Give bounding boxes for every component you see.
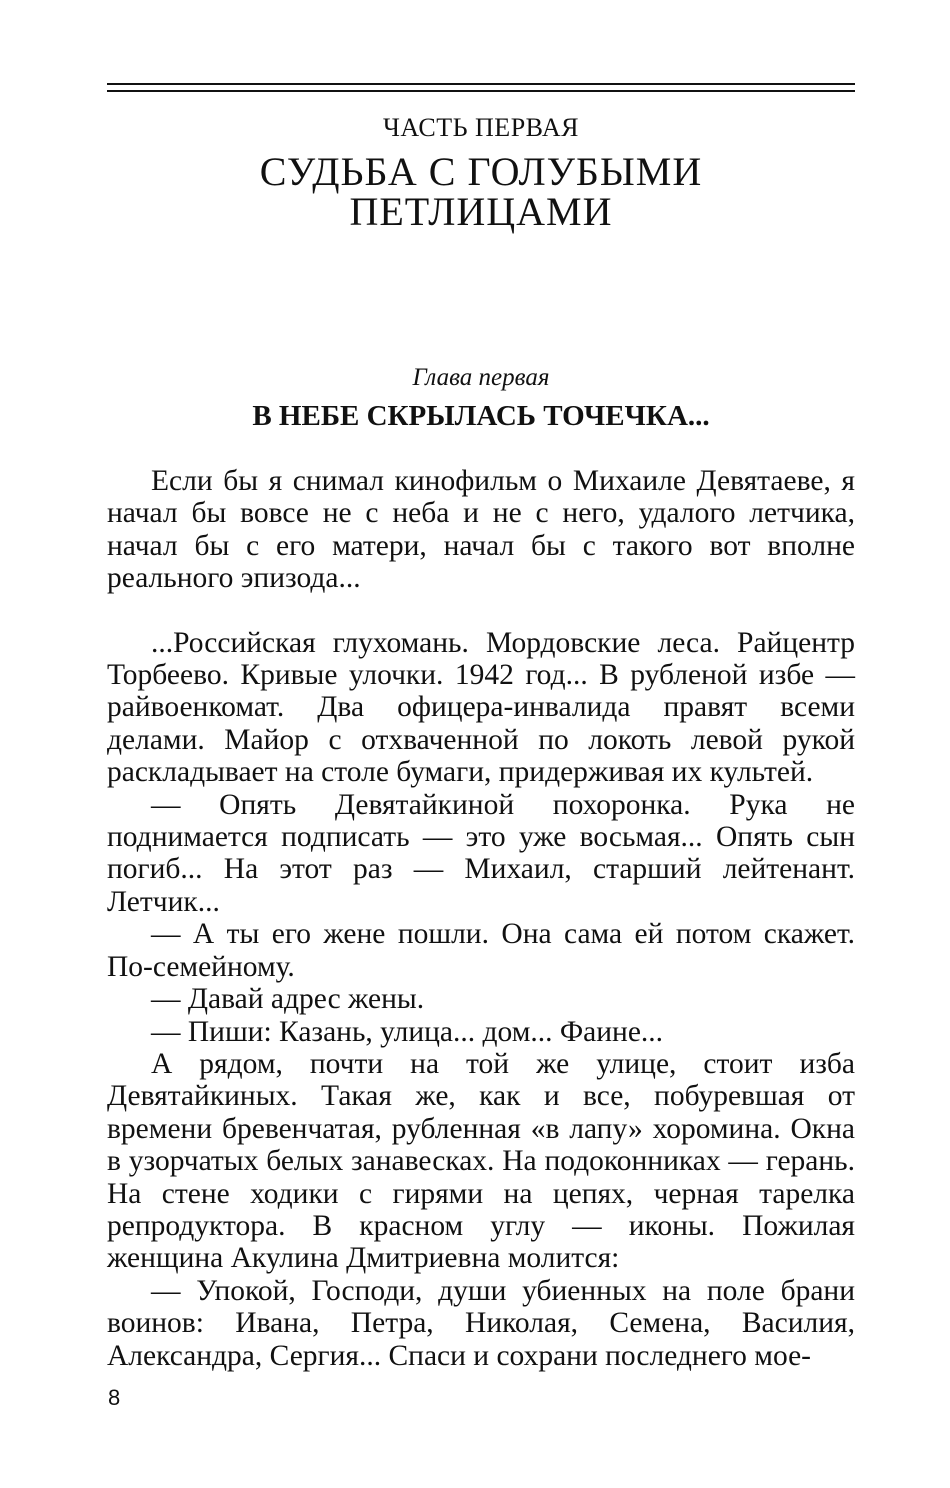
page-number: 8 xyxy=(108,1385,121,1410)
part-title-line-1: СУДЬБА С ГОЛУБЫМИ xyxy=(259,149,703,194)
paragraph: Если бы я снимал кинофильм о Михаиле Девятаеве, я начал бы вовсе не с неба и не с него, удалого летчика, начал бы с его матери, начал бы с такого вот вполне реального эпизода... xyxy=(107,465,855,595)
body-text xyxy=(107,465,855,1372)
header-rule-bottom xyxy=(107,90,855,92)
part-label: ЧАСТЬ ПЕРВАЯ xyxy=(383,113,579,142)
paragraph: — Упокой, Господи, души убиенных на поле брани воинов: Ивана, Петра, Николая, Семена, Василия, Александра, Сергия... Спаси и сохрани последнего мое- xyxy=(107,1274,855,1372)
chapter-label: Глава первая xyxy=(412,364,550,391)
part-title xyxy=(107,149,855,234)
paragraph: ...Российская глухомань. Мордовские леса. Райцентр Торбеево. Кривые улочки. 1942 год... В рубленой избе — райвоенкомат. Два офицера-инвалида правят всеми делами. Майор с отхваченной по локоть левой рукой раскладывает на столе бумаги, придерживая их культей. xyxy=(107,626,855,789)
paragraph: — Опять Девятайкиной похоронка. Рука не поднимается подписать — это уже восьмая... Опять сын погиб... На этот раз — Михаил, старший лейтенант. Летчик... xyxy=(107,788,855,918)
paragraph: — Давай адрес жены. xyxy=(151,983,425,1016)
paragraph: А рядом, почти на той же улице, стоит изба Девятайкиных. Такая же, как и все, побуревшая от времени бревенчатая, рубленная «в лапу» хоромина. Окна в узорчатых белых занавесках. На подоконниках — герань. На стене ходики с гирями на цепях, черная тарелка репродуктора. В красном углу — иконы. Пожилая женщина Акулина Дмитриевна молится: xyxy=(107,1047,855,1275)
chapter-title: В НЕБЕ СКРЫЛАСЬ ТОЧЕЧКА... xyxy=(252,400,710,432)
part-title-line-2: ПЕТЛИЦАМИ xyxy=(349,189,613,234)
paragraph: — Пиши: Казань, улица... дом... Фаине... xyxy=(151,1015,664,1048)
header-rule-top xyxy=(107,83,855,85)
paragraph: — А ты его жене пошли. Она сама ей потом скажет. По-семейному. xyxy=(107,918,855,983)
